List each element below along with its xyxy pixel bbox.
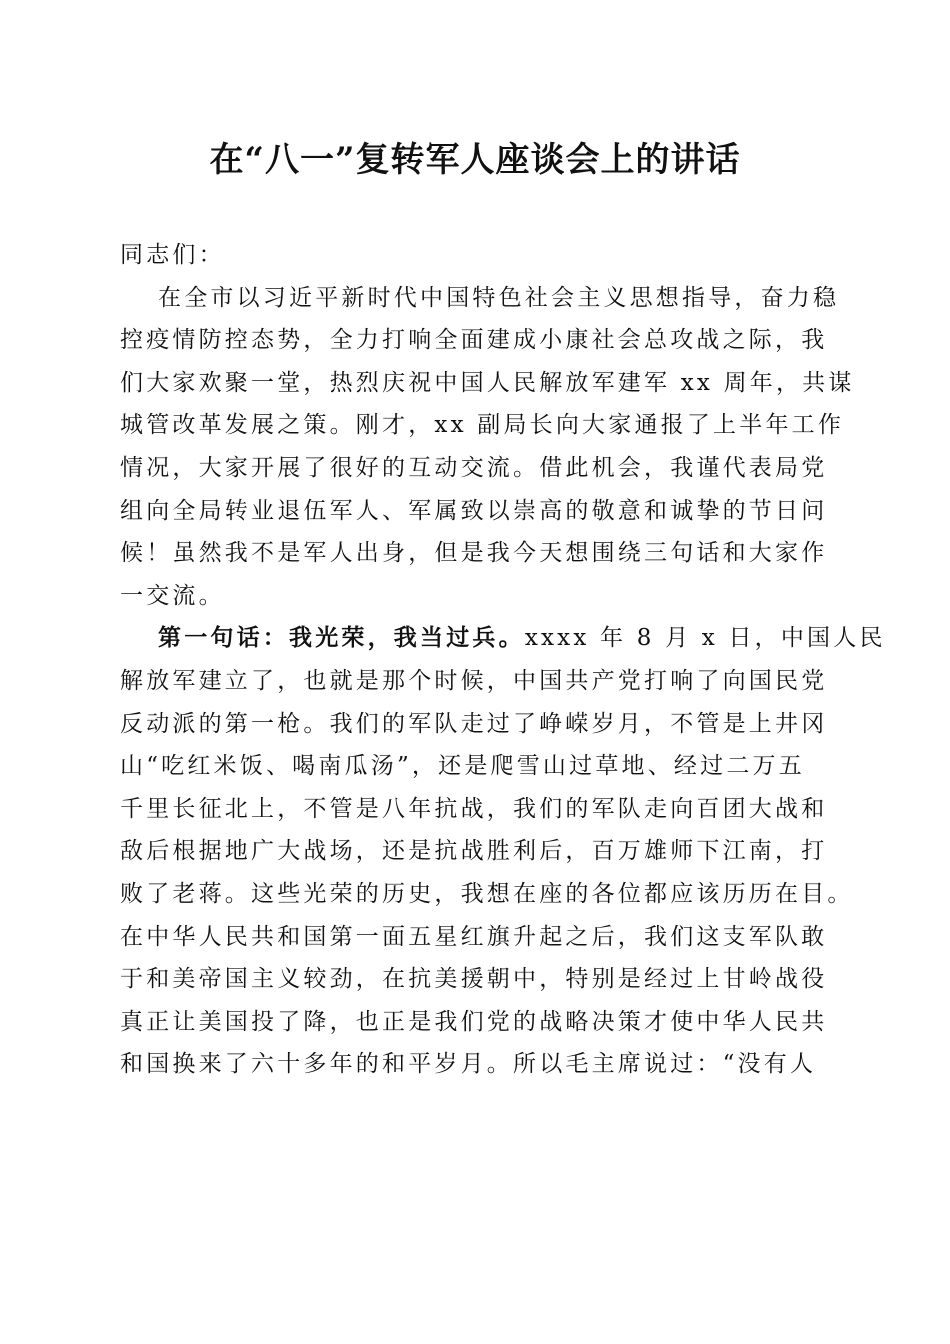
paragraph-2-line: 山“吃红米饭、喝南瓜汤”，还是爬雪山过草地、经过二万五 <box>120 753 805 780</box>
paragraph-2-line: 千里长征北上，不管是八年抗战，我们的军队走向百团大战和 <box>120 795 828 822</box>
speech-body <box>120 234 886 1086</box>
paragraph-1-line: 组向全局转业退伍军人、军属致以崇高的敬意和诚挚的节日问 <box>120 497 828 524</box>
paragraph-2-line: 反动派的第一枪。我们的军队走过了峥嵘岁月，不管是上井冈 <box>120 710 828 737</box>
paragraph-1-line: 候！虽然我不是军人出身，但是我今天想围绕三句话和大家作 <box>120 540 828 567</box>
paragraph-1-line: 一交流。 <box>120 582 225 609</box>
paragraph-2-line: 真正让美国投了降，也正是我们党的战略决策才使中华人民共 <box>120 1008 828 1035</box>
section-heading: 第一句话：我光荣，我当过兵。 <box>158 624 525 652</box>
paragraph-2-line: 在中华人民共和国第一面五星红旗升起之后，我们这支军队敢 <box>120 923 828 950</box>
paragraph-2-line: 敌后根据地广大战场，还是抗战胜利后，百万雄师下江南，打 <box>120 838 828 865</box>
paragraph-2-line-rest: xxxx 年 8 月 x 日，中国人民 <box>524 625 886 652</box>
paragraph-2-line: 解放军建立了，也就是那个时候，中国共产党打响了向国民党 <box>120 667 828 694</box>
paragraph-1-line: 控疫情防控态势，全力打响全面建成小康社会总攻战之际，我 <box>120 327 828 354</box>
paragraph-2-line: 于和美帝国主义较劲，在抗美援朝中，特别是经过上甘岭战役 <box>120 966 828 993</box>
paragraph-2-first-line <box>120 617 886 660</box>
paragraph-2-line: 败了老蒋。这些光荣的历史，我想在座的各位都应该历历在目。 <box>120 880 854 907</box>
page-title: 在“八一”复转军人座谈会上的讲话 <box>209 140 741 180</box>
paragraph-2-line: 和国换来了六十多年的和平岁月。所以毛主席说过：“没有人 <box>120 1051 817 1078</box>
salutation: 同志们： <box>120 242 225 268</box>
paragraph-1-line: 们大家欢聚一堂，热烈庆祝中国人民解放军建军 xx 周年，共谋 <box>120 369 855 396</box>
paragraph-1-line: 在全市以习近平新时代中国特色社会主义思想指导，奋力稳 <box>158 284 840 311</box>
paragraph-1-line: 城管改革发展之策。刚才，xx 副局长向大家通报了上半年工作 <box>120 412 845 439</box>
paragraph-1-line: 情况，大家开展了很好的互动交流。借此机会，我谨代表局党 <box>120 454 828 481</box>
